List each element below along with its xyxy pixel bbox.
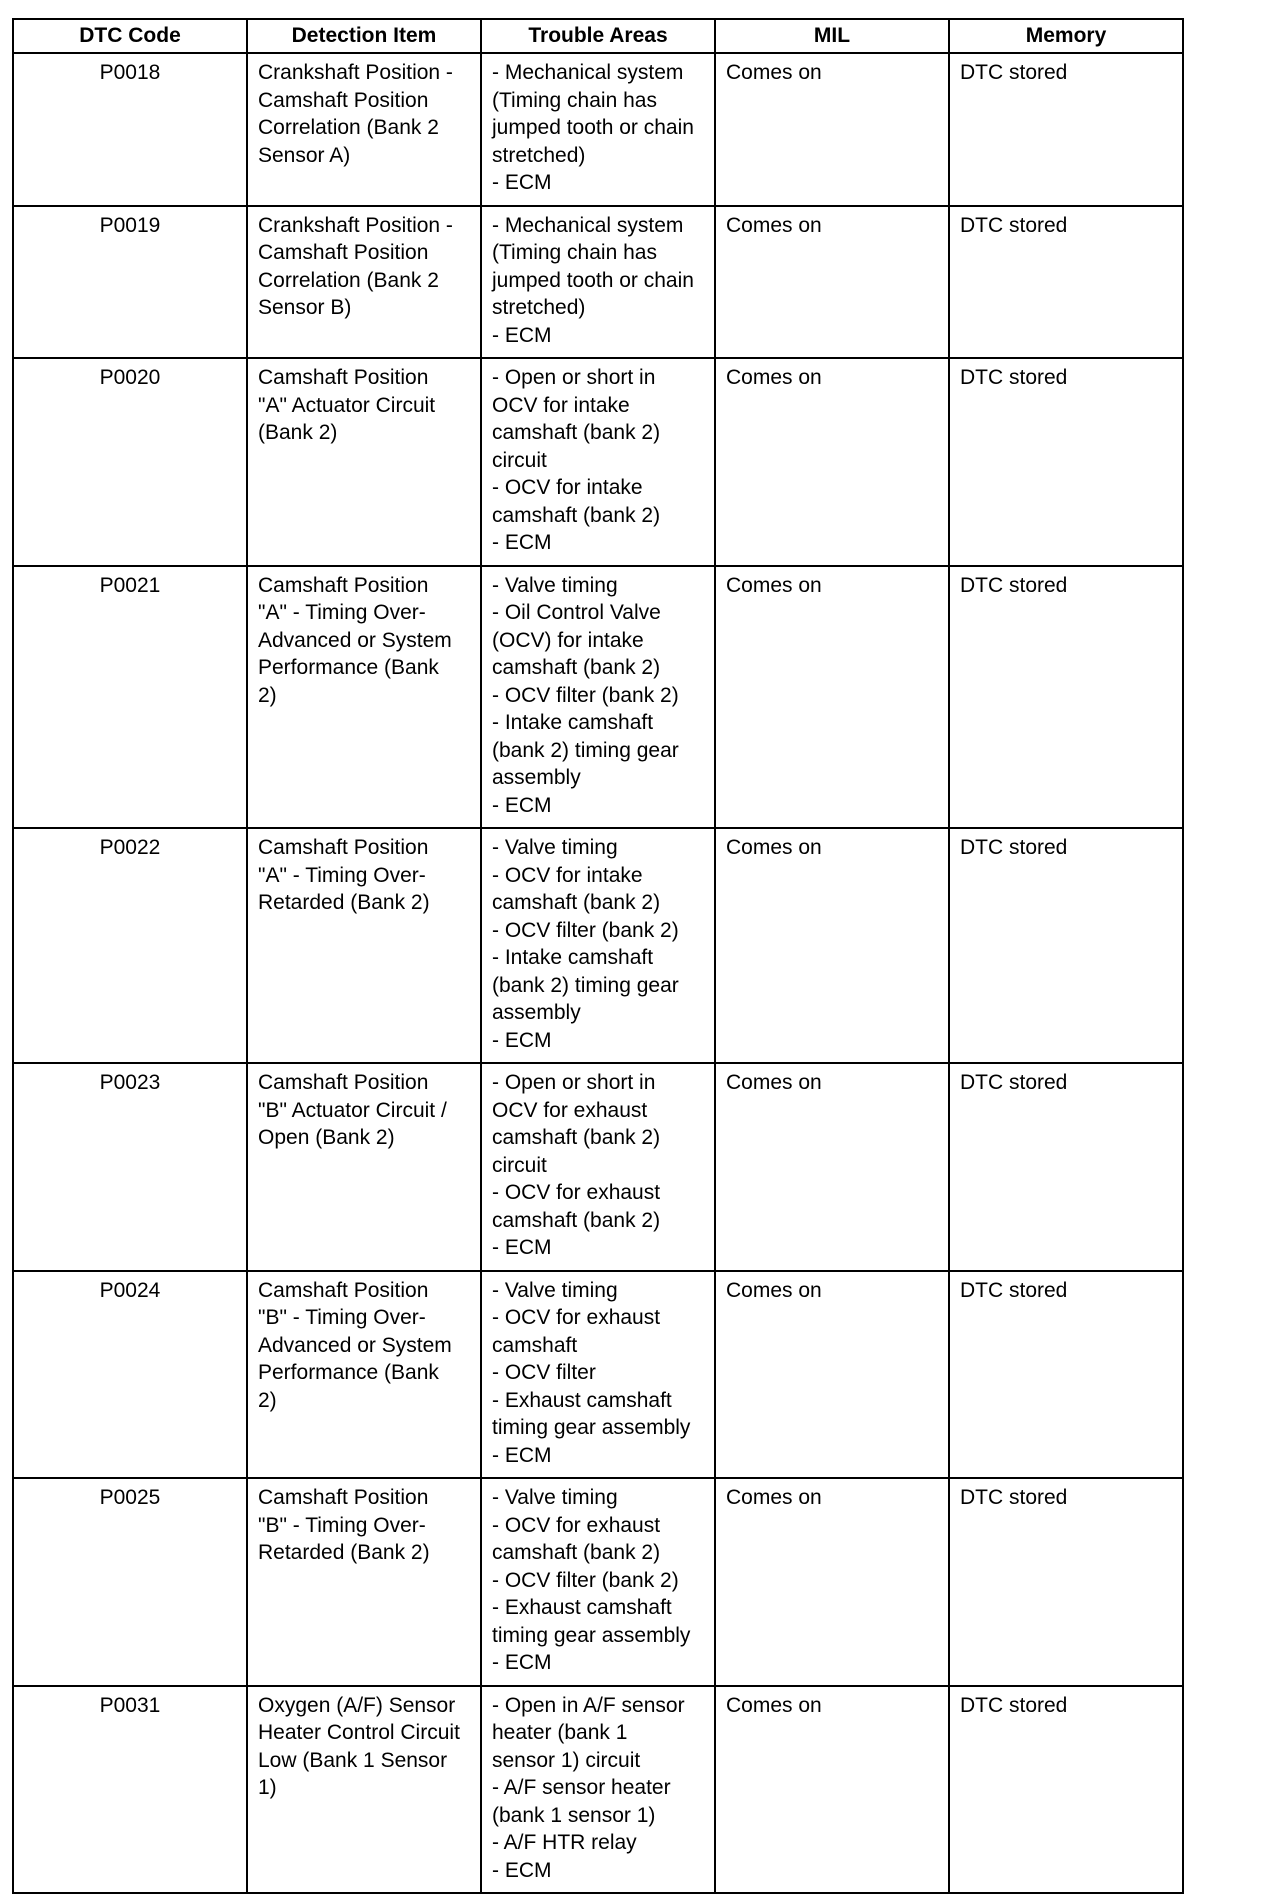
trouble-area-line: stretched) xyxy=(492,296,586,319)
detection-item-line: "A" - Timing Over- xyxy=(258,601,426,624)
header-trouble-areas: Trouble Areas xyxy=(481,19,715,53)
detection-item-line: Oxygen (A/F) Sensor xyxy=(258,1693,456,1717)
trouble-area-line: - ECM xyxy=(492,171,552,194)
trouble-area-line: circuit xyxy=(492,1153,547,1177)
detection-item-line: 1) xyxy=(258,1776,277,1799)
dtc-code-cell: P0024 xyxy=(13,1271,247,1479)
trouble-area-line: - Intake camshaft xyxy=(492,946,654,969)
trouble-area-line: circuit xyxy=(492,448,547,472)
trouble-area-line: - OCV for exhaust xyxy=(492,1181,661,1204)
trouble-area-line: jumped tooth or chain xyxy=(492,116,694,139)
trouble-areas-cell xyxy=(481,358,715,566)
trouble-area-line: (bank 1 sensor 1) xyxy=(492,1803,656,1827)
detection-item-line: Advanced or System xyxy=(258,1333,452,1357)
dtc-code-cell: P0019 xyxy=(13,206,247,359)
trouble-area-line: timing gear assembly xyxy=(492,1416,691,1439)
detection-item-line: Performance (Bank xyxy=(258,1361,439,1384)
header-mil: MIL xyxy=(715,19,949,53)
mil-cell: Comes on xyxy=(715,206,949,359)
table-row xyxy=(13,1686,1183,1894)
trouble-area-line: - ECM xyxy=(492,1236,552,1259)
detection-item-line: Camshaft Position xyxy=(258,88,429,112)
memory-cell: DTC stored xyxy=(949,206,1183,359)
mil-cell: Comes on xyxy=(715,828,949,1063)
detection-item-line: Camshaft Position xyxy=(258,241,429,264)
trouble-areas-cell xyxy=(481,828,715,1063)
detection-item-cell xyxy=(247,1686,481,1894)
trouble-area-line: - Open or short in xyxy=(492,366,656,389)
trouble-area-line: - OCV for exhaust xyxy=(492,1306,661,1329)
mil-cell: Comes on xyxy=(715,1478,949,1686)
trouble-area-line: stretched) xyxy=(492,143,586,167)
table-row xyxy=(13,1478,1183,1686)
trouble-area-line: - Mechanical system xyxy=(492,61,684,84)
trouble-area-line: (Timing chain has xyxy=(492,88,657,112)
table-row xyxy=(13,206,1183,359)
trouble-area-line: - OCV filter (bank 2) xyxy=(492,683,679,707)
detection-item-line: "A" Actuator Circuit xyxy=(258,393,436,417)
detection-item-line: Camshaft Position xyxy=(258,1071,429,1094)
detection-item-line: 2) xyxy=(258,1388,277,1412)
mil-cell: Comes on xyxy=(715,1271,949,1479)
memory-cell: DTC stored xyxy=(949,1478,1183,1686)
trouble-areas-cell xyxy=(481,1063,715,1271)
detection-item-cell xyxy=(247,1271,481,1479)
table-row xyxy=(13,1271,1183,1479)
detection-item-cell xyxy=(247,828,481,1063)
trouble-area-line: OCV for intake xyxy=(492,393,630,417)
trouble-area-line: (bank 2) timing gear xyxy=(492,738,679,762)
trouble-area-line: timing gear assembly xyxy=(492,1623,691,1647)
detection-item-line: Camshaft Position xyxy=(258,1278,429,1302)
dtc-code-cell: P0025 xyxy=(13,1478,247,1686)
detection-item-line: Correlation (Bank 2 xyxy=(258,116,439,139)
trouble-area-line: - ECM xyxy=(492,1028,552,1052)
trouble-area-line: - Exhaust camshaft xyxy=(492,1388,672,1412)
trouble-area-line: - Valve timing xyxy=(492,1486,618,1509)
table-row xyxy=(13,566,1183,829)
trouble-area-line: OCV for exhaust xyxy=(492,1098,648,1122)
trouble-area-line: jumped tooth or chain xyxy=(492,268,694,292)
table-row xyxy=(13,828,1183,1063)
trouble-area-line: (OCV) for intake xyxy=(492,628,644,652)
trouble-area-line: - OCV filter xyxy=(492,1361,596,1384)
mil-cell: Comes on xyxy=(715,1686,949,1894)
trouble-area-line: - Valve timing xyxy=(492,573,618,597)
header-detection-item: Detection Item xyxy=(247,19,481,53)
detection-item-line: Correlation (Bank 2 xyxy=(258,268,439,292)
dtc-code-cell: P0018 xyxy=(13,53,247,206)
dtc-code-cell: P0023 xyxy=(13,1063,247,1271)
header-memory: Memory xyxy=(949,19,1183,53)
trouble-area-line: camshaft (bank 2) xyxy=(492,1541,661,1564)
table-row xyxy=(13,53,1183,206)
detection-item-line: 2) xyxy=(258,683,277,707)
trouble-area-line: assembly xyxy=(492,1001,581,1024)
detection-item-line: Sensor A) xyxy=(258,143,351,167)
trouble-area-line: - Valve timing xyxy=(492,836,618,859)
trouble-area-line: heater (bank 1 xyxy=(492,1721,628,1744)
detection-item-line: Sensor B) xyxy=(258,296,352,319)
detection-item-line: Crankshaft Position - xyxy=(258,61,453,84)
trouble-area-line: - ECM xyxy=(492,793,552,817)
memory-cell: DTC stored xyxy=(949,1063,1183,1271)
trouble-area-line: - ECM xyxy=(492,1443,552,1467)
mil-cell: Comes on xyxy=(715,1063,949,1271)
detection-item-line: Retarded (Bank 2) xyxy=(258,1541,430,1564)
mil-cell: Comes on xyxy=(715,358,949,566)
detection-item-cell xyxy=(247,1478,481,1686)
trouble-area-line: - Open in A/F sensor xyxy=(492,1693,685,1717)
trouble-area-line: camshaft (bank 2) xyxy=(492,1208,661,1232)
memory-cell: DTC stored xyxy=(949,1686,1183,1894)
memory-cell: DTC stored xyxy=(949,1271,1183,1479)
detection-item-cell xyxy=(247,206,481,359)
trouble-area-line: - A/F HTR relay xyxy=(492,1831,637,1854)
detection-item-line: "B" - Timing Over- xyxy=(258,1513,426,1537)
detection-item-line: Camshaft Position xyxy=(258,573,429,597)
trouble-area-line: - Oil Control Valve xyxy=(492,601,661,624)
detection-item-line: "A" - Timing Over- xyxy=(258,863,426,887)
detection-item-cell xyxy=(247,566,481,829)
dtc-code-cell: P0021 xyxy=(13,566,247,829)
trouble-area-line: - Valve timing xyxy=(492,1278,618,1302)
table-header-row xyxy=(13,19,1183,53)
trouble-area-line: camshaft (bank 2) xyxy=(492,891,661,914)
detection-item-line: Advanced or System xyxy=(258,628,452,652)
detection-item-cell xyxy=(247,358,481,566)
trouble-area-line: - OCV for intake xyxy=(492,476,643,499)
memory-cell: DTC stored xyxy=(949,53,1183,206)
trouble-area-line: - A/F sensor heater xyxy=(492,1776,671,1799)
document-page xyxy=(12,18,1182,1894)
trouble-areas-cell xyxy=(481,566,715,829)
trouble-area-line: - OCV for exhaust xyxy=(492,1513,661,1537)
detection-item-line: (Bank 2) xyxy=(258,421,338,444)
detection-item-cell xyxy=(247,1063,481,1271)
detection-item-line: Performance (Bank xyxy=(258,656,439,679)
dtc-table xyxy=(12,18,1184,1894)
trouble-area-line: - Open or short in xyxy=(492,1071,656,1094)
trouble-area-line: camshaft (bank 2) xyxy=(492,421,661,444)
trouble-area-line: - OCV filter (bank 2) xyxy=(492,918,679,942)
trouble-area-line: - ECM xyxy=(492,1651,552,1674)
detection-item-line: Low (Bank 1 Sensor xyxy=(258,1748,448,1772)
trouble-areas-cell xyxy=(481,1478,715,1686)
trouble-area-line: sensor 1) circuit xyxy=(492,1748,641,1772)
header-dtc-code: DTC Code xyxy=(13,19,247,53)
detection-item-line: Retarded (Bank 2) xyxy=(258,891,430,914)
table-row xyxy=(13,1063,1183,1271)
trouble-area-line: camshaft (bank 2) xyxy=(492,1126,661,1149)
table-body xyxy=(13,53,1183,1893)
trouble-area-line: - ECM xyxy=(492,1858,552,1882)
trouble-area-line: camshaft (bank 2) xyxy=(492,503,661,527)
trouble-area-line: - Mechanical system xyxy=(492,213,684,237)
detection-item-line: Camshaft Position xyxy=(258,366,429,389)
trouble-area-line: camshaft xyxy=(492,1333,578,1357)
trouble-area-line: camshaft (bank 2) xyxy=(492,656,661,679)
trouble-area-line: (bank 2) timing gear xyxy=(492,973,679,997)
dtc-code-cell: P0020 xyxy=(13,358,247,566)
mil-cell: Comes on xyxy=(715,566,949,829)
dtc-code-cell: P0031 xyxy=(13,1686,247,1894)
detection-item-line: "B" - Timing Over- xyxy=(258,1306,426,1329)
memory-cell: DTC stored xyxy=(949,828,1183,1063)
detection-item-cell xyxy=(247,53,481,206)
memory-cell: DTC stored xyxy=(949,566,1183,829)
trouble-area-line: - ECM xyxy=(492,323,552,347)
trouble-areas-cell xyxy=(481,53,715,206)
dtc-code-cell: P0022 xyxy=(13,828,247,1063)
trouble-area-line: - ECM xyxy=(492,531,552,554)
detection-item-line: Crankshaft Position - xyxy=(258,213,453,237)
detection-item-line: Open (Bank 2) xyxy=(258,1126,395,1149)
trouble-areas-cell xyxy=(481,1271,715,1479)
trouble-areas-cell xyxy=(481,206,715,359)
mil-cell: Comes on xyxy=(715,53,949,206)
memory-cell: DTC stored xyxy=(949,358,1183,566)
trouble-area-line: - OCV filter (bank 2) xyxy=(492,1568,679,1592)
trouble-areas-cell xyxy=(481,1686,715,1894)
trouble-area-line: assembly xyxy=(492,766,581,789)
detection-item-line: Heater Control Circuit xyxy=(258,1721,460,1744)
detection-item-line: Camshaft Position xyxy=(258,836,429,859)
trouble-area-line: (Timing chain has xyxy=(492,241,657,264)
trouble-area-line: - Exhaust camshaft xyxy=(492,1596,672,1619)
table-row xyxy=(13,358,1183,566)
detection-item-line: Camshaft Position xyxy=(258,1486,429,1509)
trouble-area-line: - OCV for intake xyxy=(492,863,643,887)
trouble-area-line: - Intake camshaft xyxy=(492,711,654,734)
detection-item-line: "B" Actuator Circuit / xyxy=(258,1098,447,1122)
